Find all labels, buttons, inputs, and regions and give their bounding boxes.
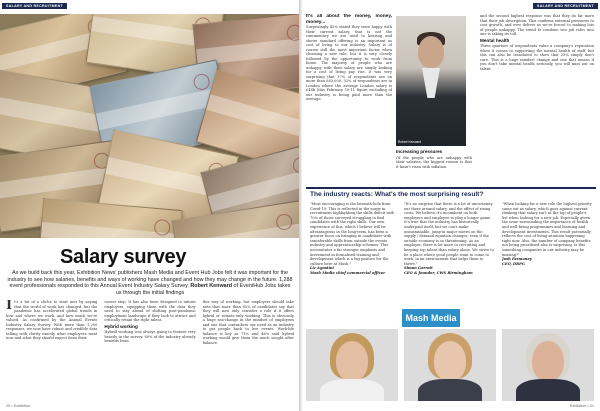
- body-text: t's a bit of a cliche to start mes by saying that the world of work has changed, but the pandemic has accelerated global trends in how and where we work, and how much we're valued. As confirmed by the Annual Events Industry Salary Survey. With more than 1,200 responses, we now have robust and credible data telling with clarity exactly what employees want now and what they should expect from their: [6, 300, 98, 340]
- quote-attribution: Liz Agostini Mash Media chief commercial officer: [310, 266, 386, 275]
- subhead-increasing-pressures: Increasing pressures: [396, 149, 443, 154]
- body-column-3: [203, 300, 294, 398]
- headshot-josh-fermoney: [502, 329, 594, 401]
- body-column-1: [6, 300, 97, 398]
- quote-text: "Most encouraging is the beneath-hole from Covid-19. This is reflected in the surge in recruitment highlighting the skills deficit with 70% of those surveyed struggling to find candidates with the right skills. Our own experience of this, which I believe will be advantageous in the long-term, has been a greater focus on bringing in candidates with transferable skills from outside the events industry and apprenticeship schemes. This necessitates a far stronger emphasis and investment in formalised training and development which is a big positive for the culture here at Mash.": [310, 202, 395, 266]
- industry-reacts-box: [306, 187, 596, 401]
- page-title: Salary survey: [60, 246, 187, 268]
- section-label: SALARY AND RECRUITMENT: [2, 3, 67, 9]
- page-folio: Exhibition • 21: [569, 404, 594, 408]
- body-text: Three quarters of respondents value a company's reputation when it comes to supporting the mental health of staff, but this can also be translated to show that 25% simply don't care. This is a huge mindset change and one that means if you don't take mental health seriously, you will miss out on talent.: [480, 44, 594, 71]
- quote-text: "It's no surprise that there is a lot of uncertainty out there around salary, and the effect of rising costs. We believe it's incumbent on both employers and employee to play a longer game. It's true that the industry has historically underpaid itself, but we can't make unsustainable, jump-in major moves on the supply / demand equation changes, even if the outside economy is so threatening. As an employer, there is lot more to recruiting and keeping top talent than salary alone. We strive to be a place where good people want to come to work, in an environment that helps them to thrive.": [404, 202, 494, 266]
- standfirst: [6, 270, 294, 296]
- body-text: and the second highest response was that they do far more that their job description. This confirms external pressures to cost growth, and ever deliver as we're forced to making lots of people unhappy. The trend to combine two job roles into one is taking its toll.: [480, 14, 594, 36]
- body-text: this way of working, but employers should take note that more than 85% of candidates say that they will now only consider a role if it offers hybrid or remote-only working. This is obviously a huge sea-change in the mindset of employees and one that contradicts our need as an industry to get people back to live events. Work-life balance is key as 71% and 46% said hybrid working would give them the much sought after balance.: [202, 300, 294, 345]
- right-column-3: [480, 14, 594, 184]
- standfirst-author: Robert Kenward: [190, 283, 233, 290]
- quote-column-2: [404, 202, 494, 312]
- logo-panel: [306, 309, 596, 331]
- quote-text: "When looking for a new role the highest priority came out as salary, which goes against current thinking that salary isn't at the top of people's list when looking for a new job. Especially given the issue surrounding the importance of health and well-being programmes and learning and development investments. This result potentially reflects the cost of living situation happening right now. Also, the number of company benefits not being prioritised also is surprising. Is this something companies in our industry may be missing?": [502, 202, 592, 257]
- quote-column-3: [502, 202, 592, 322]
- quote-column-1: [310, 202, 398, 312]
- headshot-liz-agostini: [306, 329, 398, 401]
- right-page: [302, 0, 600, 411]
- author-portrait: [396, 16, 466, 146]
- body-text: Surprisingly 45% stated they were happy with their current salary, that is not the commentary we are used to hearing and shows standard offering is an important as cost of living to our industry. Salary is of course still the most important factor when choosing a new role, but it is very closely followed by the opportunity to work from home. The majority of people who are unhappy with their salary are simply looking for a cost of living pay rise. It was very surprising that 37% of respondents are on more than £63,000. 53% of respondents are in London where the average London salary is £48k (this February 10-11 figure excluding of our industry is being paid more than the average.: [306, 25, 392, 102]
- body-text: Hybrid working was always going to feature very heavily in the survey. 80% of the industry already benefits from: [104, 330, 196, 343]
- standfirst-text: As we build back this year, Exhibition News' publishers Mash Media and Event Hub Jobs felt it was important for the industry to see how salaries, benefits and ways of working have changed and how they may change in the future. 1,288 event professionals responded to this Annual Event Industry Salary Survey.: [7, 270, 293, 290]
- body-text: career step. It has also been designed to inform employers, equipping them with the data they need to stay ahead of shifting post-pandemic employment landscape if they look to attract and critically retain the right talent.: [104, 300, 196, 322]
- portrait-caption: Robert Kenward: [398, 140, 422, 144]
- mash-media-logo: Mash Media: [402, 309, 460, 327]
- right-column-1: [306, 14, 392, 184]
- standfirst-tail: of EventHub Jobs takes us through the initial findings: [115, 283, 291, 296]
- subhead-hybrid-working: Hybrid working: [104, 323, 138, 329]
- body-text: Of the people who are unhappy with their salaries, the biggest reason is that it hasn't risen with inflation: [396, 155, 472, 169]
- quote-attribution: Simon Garrett CEO & founder, CWS Birmingham: [404, 266, 473, 275]
- headshot-simon-garrett: [404, 329, 496, 401]
- quote-attribution: Josh Fermoney CEO, DRPG: [502, 257, 532, 266]
- right-column-2: [396, 148, 472, 182]
- section-label: SALARY AND RECRUITMENT: [533, 3, 598, 9]
- subhead-mental-health: Mental health: [480, 37, 510, 43]
- article-body: [6, 300, 294, 398]
- body-column-2: [104, 300, 195, 398]
- lead-paragraph: It's all about the money, money, money...: [306, 14, 392, 25]
- page-folio: 20 • Exhibition: [6, 404, 31, 408]
- drop-cap: I: [6, 300, 13, 313]
- box-title: The industry reacts: What's the most surprising result?: [310, 191, 484, 198]
- banknotes-photo: [0, 14, 300, 262]
